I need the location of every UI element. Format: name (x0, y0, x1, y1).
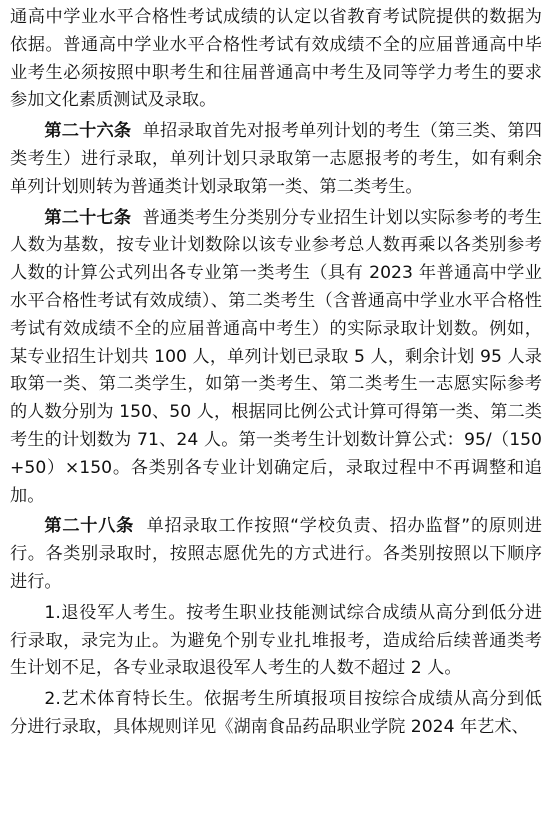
paragraph-text: 1.退役军人考生。按考生职业技能测试综合成绩从高分到低分进行录取，录完为止。为避免个别专业扎堆报考，造成给后续普通类考生计划不足，各专业录取退役军人考生的人数不超过 2 人。 (10, 602, 542, 679)
article-heading: 第二十七条 (44, 207, 132, 228)
list-item-art-sports (10, 686, 542, 742)
article-28 (10, 513, 542, 596)
article-26 (10, 118, 542, 201)
list-item-veterans (10, 600, 542, 683)
article-heading: 第二十六条 (44, 121, 132, 142)
document-page (10, 4, 542, 742)
paragraph-text: 单招录取首先对报考单列计划的考生（第三类、第四类考生）进行录取，单列计划只录取第一志愿报考的考生，如有剩余单列计划则转为普通类计划录取第一类、第二类考生。 (10, 121, 542, 197)
article-27 (10, 205, 542, 511)
paragraph-text: 通高中学业水平合格性考试成绩的认定以省教育考试院提供的数据为依据。普通高中学业水平合格性考试有效成绩不全的应届普通高中毕业考生必须按照中职考生和往届普通高中考生及同等学力考生的要求参加文化素质测试及录取。 (10, 7, 542, 111)
paragraph-text: 普通类考生分类别分专业招生计划以实际参考的考生人数为基数，按专业计划数除以该专业参考总人数再乘以各类别参考人数的计算公式列出各专业第一类考生（具有 2023 年普通高中学业水平合格性考试有效成绩）、第二类考生（含普通高中学业水平合格性考试有效成绩不全的应届普通高中考生）的实际录取计划数。例如，某专业招生计划共 100 人，单列计划已录取 5 人，剩余计划 95 人录取第一类、第二类学生，如第一类考生、第二类考生一志愿实际参考的人数分别为 150、50 人，根据同比例公式计算可得第一类、第二类考生的计划数为 71、24 人。第一类考生计划数计算公式：95/（150+50）×150。各类别各专业计划确定后，录取过程中不再调整和追加。 (10, 207, 542, 506)
paragraph-text: 单招录取工作按照“学校负责、招办监督”的原则进行。各类别录取时，按照志愿优先的方式进行。各类别按照以下顺序进行。 (10, 516, 542, 592)
paragraph-continuation (10, 4, 542, 115)
paragraph-text: 2.艺术体育特长生。依据考生所填报项目按综合成绩从高分到低分进行录取，具体规则详见《湖南食品药品职业学院 2024 年艺术、 (10, 689, 542, 737)
article-heading: 第二十八条 (44, 516, 135, 537)
